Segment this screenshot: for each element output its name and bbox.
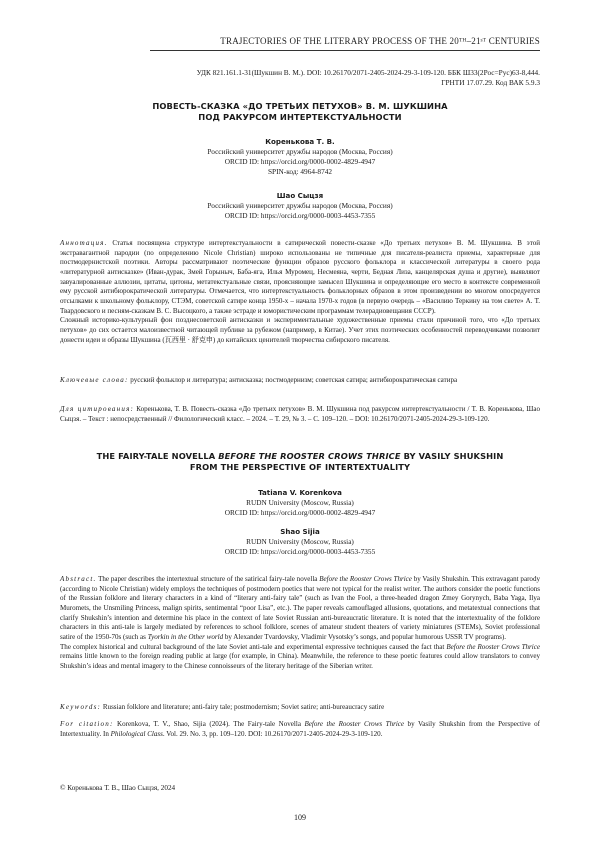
author-orcid: ORCID ID: https://orcid.org/0000-0003-4453-7355 <box>224 211 376 220</box>
en-citation-text: . Vol. 29. No. 3, pp. 109–120. DOI: 10.26170/2071-2405-2024-29-3-109-120. <box>162 729 383 738</box>
udk-block <box>60 68 540 88</box>
author-name: Шао Сыцзя <box>276 191 324 200</box>
en-title-line-2: FROM THE PERSPECTIVE OF INTERTEXTUALITY <box>189 462 411 472</box>
en-title-part: THE FAIRY-TALE NOVELLA <box>96 451 219 461</box>
en-citation-journal: Philological Class <box>110 729 163 738</box>
en-author-1 <box>60 488 540 518</box>
en-title-line-1 <box>60 451 540 462</box>
author-name: Shao Sijia <box>280 527 320 536</box>
ru-author-1 <box>60 137 540 177</box>
en-citation-label: For citation: <box>60 720 114 728</box>
udk-line: УДК 821.161.1-31(Шукшин В. М.). DOI: 10.26170/2071-2405-2024-29-3-109-120. ББК Ш33(2Рос=Рус)63-8,444. <box>196 68 540 77</box>
en-abstract-text-2: remains little known to the foreign reading public at large (for example, in China). Meanwhile, the reference to these poetic features could allow translators to convey Shukshin’s ideas and mental imagery to the Chinese connoisseurs of the literary heritage of the Siberian writer. <box>60 652 540 670</box>
header-rule <box>150 50 540 51</box>
ru-citation <box>60 405 540 424</box>
en-title <box>60 451 540 473</box>
author-affiliation: Российский университет дружбы народов (Москва, Россия) <box>207 201 393 210</box>
author-affiliation: RUDN University (Moscow, Russia) <box>246 537 354 546</box>
author-name: Tatiana V. Korenkova <box>258 488 342 497</box>
author-affiliation: Российский университет дружбы народов (Москва, Россия) <box>207 147 393 156</box>
author-spin: SPIN-код: 4964-8742 <box>267 167 333 176</box>
ru-abstract-label: Аннотация. <box>60 239 108 247</box>
ru-title-line-1: ПОВЕСТЬ-СКАЗКА «ДО ТРЕТЬИХ ПЕТУХОВ» В. М. ШУКШИНА <box>152 101 448 111</box>
author-orcid: ORCID ID: https://orcid.org/0000-0002-4829-4947 <box>224 157 376 166</box>
ru-author-2 <box>60 191 540 221</box>
en-keywords-text: Russian folklore and literature; anti-fairy tale; postmodernism; Soviet satire; anti-bureaucracy satire <box>102 703 385 711</box>
en-citation-title-ref: Before the Rooster Crows Thrice <box>304 720 405 728</box>
ru-abstract-text-2: Сложный историко-культурный фон позднесоветской антисказки и экспериментальные художественные приемы стали причиной того, что «До третьих петухов» до сих остается малоизвестной читающей публике за рубежом (например, в Китае). Учет этих поэтических особенностей переводчиками позволит донести идеи и образы Шукшина (瓦西里 · 舒克申) до китайских ценителей творчества сибирского писателя. <box>60 316 540 344</box>
en-abstract <box>60 575 540 672</box>
author-orcid: ORCID ID: https://orcid.org/0000-0003-4453-7355 <box>224 547 376 556</box>
running-head: TRAJECTORIES OF THE LITERARY PROCESS OF THE 20ᵀᴴ–21ˢᵀ CENTURIES <box>220 36 540 46</box>
en-citation-text: by Vasily Shukshin from the Perspective of Intertextuality. In <box>60 720 540 738</box>
ru-abstract-text-1: Статья посвящена структуре интертекстуальности в сатирической повести-сказке «До третьих петухов» В. М. Шукшина. В этой экстравагантной пародии (по определению Nicole Christian) широко использованы не типичные для писателя-реалиста приемы, характерные для постмодернистской поэтики. Авторы рассматривают поэтические функции образов русского фольклора и классической литературы в своего рода «литературной антисказке» (Иван-дурак, Змей Горыныч, Баба-яга, Илья Муромец, Несмеяна, черти, Бедная Лиза, канцелярская душа и другие), выявляют завуалированные аллюзии, цитаты, цитоны, метатекстуальные связи, проясняющие замысел Шукшина и определяющие его место в контексте современной ему русской антибюрократической литературы. Отмечается, что интертекстуальность фольклорных образов в этом произведении во многом опосредуется отсылками к школьному фольклору, СТЭМ, советской сатире конца 1950-х – начала 1970-х годов (в первую очередь – «Василию Теркину на том свете» А. Т. Твардовского и песням-сказкам В. С. Высоцкого, а также эстраде и юмористическим программам телерадиовещания СССР). <box>60 239 540 315</box>
en-keywords-label: Keywords: <box>60 703 102 711</box>
ru-keywords <box>60 376 540 386</box>
en-abstract-text: by Vasily Shukshin. This extravagant parody (according to Nicole Christian) widely employs the techniques of postmodern poetics that were not typical for the realist writer. The authors consider the poetic functions of the Russian folklore and literary characters in a kind of “literary anti-fairy tale” (such as Ivan the Fool, a three-headed dragon Zmey Gorynych, Baba Yaga, Ilya Muromets, the Unsmiling Princess, malign spirits, sentimental “poor Lisa”, etc.). The paper reveals camouflaged allusions, quotations, and metatextual connections that clarify Shukshin’s intention and determine his place in the context of late Soviet Russian anti-bureaucratic literature. It is noted that the intertextuality of the folklore characters in this anti-tale is largely mediated by references to school folklore, scenes of amateur student theaters of variety miniatures (STEMs), Soviet professional satire of the 1950-70s (such as <box>60 575 540 641</box>
en-abstract-text-2: The complex historical and cultural background of the late Soviet anti-tale and experimental expressive techniques caused the fact that <box>60 642 447 651</box>
ru-citation-label: Для цитирования: <box>60 405 135 413</box>
ru-title <box>60 101 540 123</box>
en-author-2 <box>60 527 540 557</box>
en-citation-text: Korenkova, T. V., Shao, Sijia (2024). The Fairy-tale Novella <box>117 720 305 728</box>
ru-keywords-text: русский фольклор и литература; антисказка; постмодернизм; советская сатира; антибюрократическая сатира <box>130 376 458 384</box>
author-orcid: ORCID ID: https://orcid.org/0000-0002-4829-4947 <box>224 508 376 517</box>
ru-title-line-2: ПОД РАКУРСОМ ИНТЕРТЕКСТУАЛЬНОСТИ <box>198 112 402 122</box>
grnti-line: ГРНТИ 17.07.29. Код ВАК 5.9.3 <box>441 78 540 88</box>
ru-citation-text: Коренькова, Т. В. Повесть-сказка «До третьих петухов» В. М. Шукшина под ракурсом интертекстуальности / Т. В. Коренькова, Шао Сыцзя. – Текст : непосредственный // Филологический класс. – 2024. – Т. 29, № 3. – С. 109–120. – DOI: 10.26170/2071-2405-2024-29-3-109-120. <box>60 405 540 423</box>
ru-keywords-label: Ключевые слова: <box>60 376 129 384</box>
en-abstract-title-ref: Before the Rooster Crows Thrice <box>446 642 540 651</box>
en-title-italic: BEFORE THE ROOSTER CROWS THRICE <box>218 451 401 461</box>
en-abstract-text: The paper describes the intertextual structure of the satirical fairy-tale novella <box>98 575 320 583</box>
copyright-note: © Коренькова Т. В., Шао Сыцзя, 2024 <box>60 784 176 792</box>
en-citation <box>60 720 540 739</box>
en-abstract-title-ref: Tyorkin in the Other world <box>147 632 224 641</box>
page-number: 109 <box>294 813 306 822</box>
en-abstract-title-ref: Before the Rooster Crows Thrice <box>319 575 412 583</box>
en-keywords <box>60 703 540 713</box>
author-affiliation: RUDN University (Moscow, Russia) <box>246 498 354 507</box>
ru-abstract <box>60 239 540 345</box>
en-abstract-label: Abstract. <box>60 575 97 583</box>
en-title-part: BY VASILY SHUKSHIN <box>400 451 504 461</box>
author-name: Коренькова Т. В. <box>265 137 335 146</box>
en-abstract-text: by Alexander Tvardovsky, Vladimir Vysotsky’s songs, and popular humorous USSR TV programs). <box>223 632 507 641</box>
